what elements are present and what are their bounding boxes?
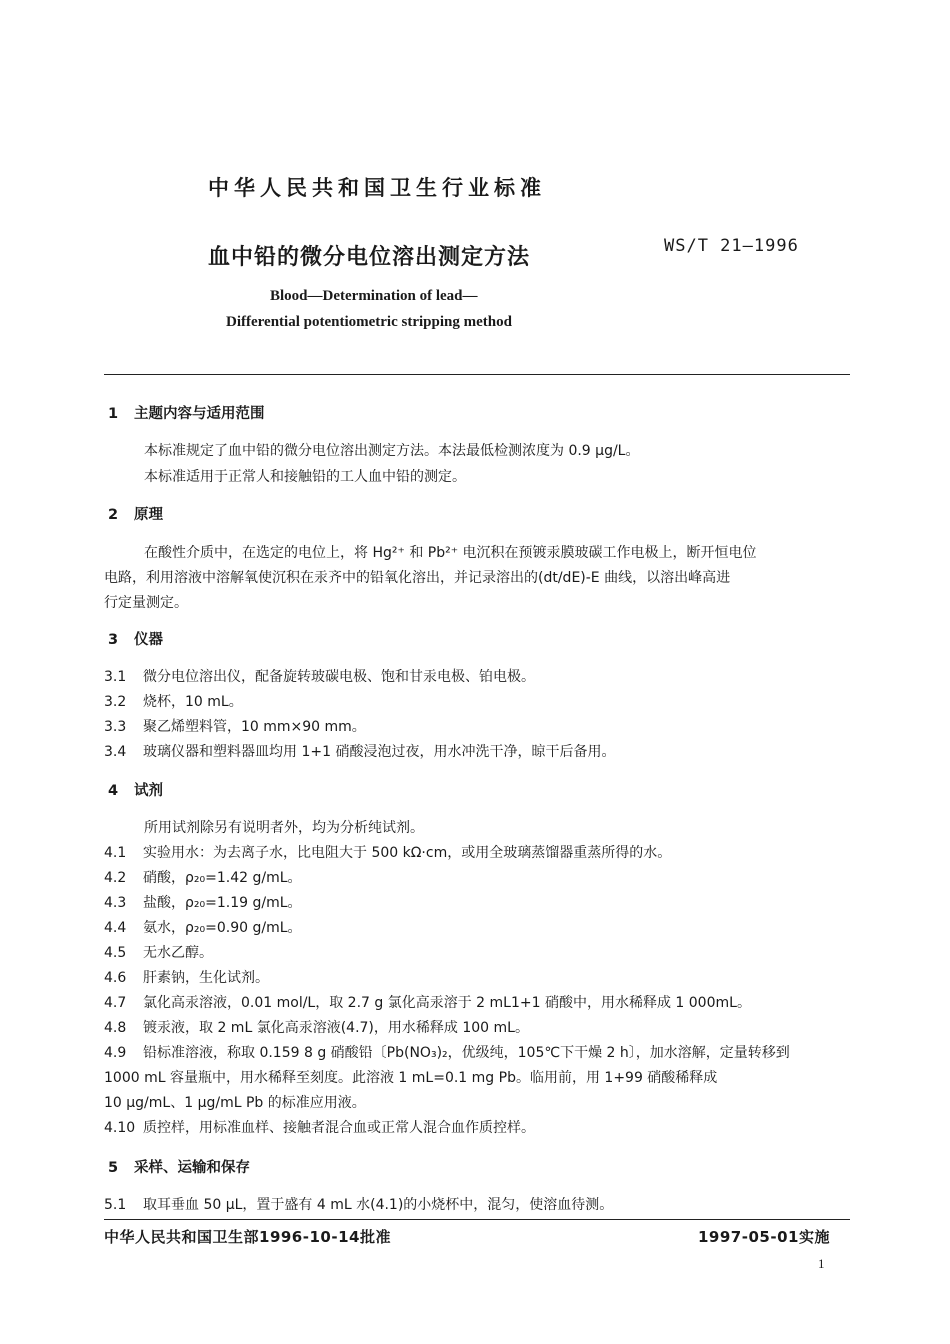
standard-code: WS/T 21—1996 (664, 236, 799, 256)
section-1-paragraph-1: 本标准规定了血中铅的微分电位溶出测定方法。本法最低检测浓度为 0.9 μg/L。 (144, 443, 640, 459)
english-title-line2: Differential potentiometric stripping method (226, 314, 512, 330)
footer-divider (104, 1219, 850, 1220)
english-title-line1: Blood—Determination of lead— (270, 288, 478, 304)
page-number: 1 (818, 1256, 825, 1271)
list-item: 4.10 质控样，用标准血样、接触者混合血或正常人混合血作质控样。 (104, 1120, 535, 1136)
list-item: 3.1 微分电位溶出仪，配备旋转玻碳电极、饱和甘汞电极、铂电极。 (104, 669, 535, 685)
header-divider (104, 374, 850, 375)
list-item: 4.4 氨水，ρ₂₀=0.90 g/mL。 (104, 920, 302, 936)
section-2-line-1: 在酸性介质中，在选定的电位上，将 Hg²⁺ 和 Pb²⁺ 电沉积在预镀汞膜玻碳工作电极上，断开恒电位 (144, 545, 757, 561)
section-5-heading: 5 采样、运输和保存 (108, 1160, 250, 1176)
approval-date: 中华人民共和国卫生部1996-10-14批准 (104, 1228, 391, 1246)
list-item: 3.4 玻璃仪器和塑料器皿均用 1+1 硝酸浸泡过夜，用水冲洗干净，晾干后备用。 (104, 744, 616, 760)
item-4-9-continuation-2: 10 μg/mL、1 μg/mL Pb 的标准应用液。 (104, 1095, 366, 1111)
list-item: 4.5 无水乙醇。 (104, 945, 213, 961)
section-4-heading: 4 试剂 (108, 783, 163, 799)
item-4-9-continuation-1: 1000 mL 容量瓶中，用水稀释至刻度。此溶液 1 mL=0.1 mg Pb。临用前，用 1+99 硝酸稀释成 (104, 1070, 718, 1086)
document-title: 血中铅的微分电位溶出测定方法 (208, 245, 531, 270)
list-item: 4.8 镀汞液，取 2 mL 氯化高汞溶液(4.7)，用水稀释成 100 mL。 (104, 1020, 529, 1036)
section-4-intro: 所用试剂除另有说明者外，均为分析纯试剂。 (144, 820, 424, 836)
section-1-heading: 1 主题内容与适用范围 (108, 406, 265, 422)
list-item: 4.7 氯化高汞溶液，0.01 mol/L，取 2.7 g 氯化高汞溶于 2 mL1+1 硝酸中，用水稀释成 1 000mL。 (104, 995, 751, 1011)
section-2-line-2: 电路，利用溶液中溶解氧使沉积在汞齐中的铅氧化溶出，并记录溶出的(dt/dE)-E 曲线，以溶出峰高进 (104, 570, 731, 586)
section-3-heading: 3 仪器 (108, 632, 163, 648)
implementation-date: 1997-05-01实施 (698, 1228, 830, 1246)
list-item: 5.1 取耳垂血 50 μL，置于盛有 4 mL 水(4.1)的小烧杯中，混匀，使溶血待测。 (104, 1197, 614, 1213)
list-item: 3.3 聚乙烯塑料管，10 mm×90 mm。 (104, 719, 366, 735)
list-item: 4.6 肝素钠，生化试剂。 (104, 970, 269, 986)
list-item: 4.9 铅标准溶液，称取 0.159 8 g 硝酸铅〔Pb(NO₃)₂，优级纯，105℃下干燥 2 h〕，加水溶解，定量转移到 (104, 1045, 790, 1061)
list-item: 4.3 盐酸，ρ₂₀=1.19 g/mL。 (104, 895, 302, 911)
section-2-line-3: 行定量测定。 (104, 595, 188, 611)
list-item: 3.2 烧杯，10 mL。 (104, 694, 243, 710)
section-2-heading: 2 原理 (108, 507, 163, 523)
section-1-paragraph-2: 本标准适用于正常人和接触铅的工人血中铅的测定。 (144, 469, 466, 485)
list-item: 4.2 硝酸，ρ₂₀=1.42 g/mL。 (104, 870, 302, 886)
issuing-authority: 中华人民共和国卫生行业标准 (208, 176, 546, 200)
list-item: 4.1 实验用水：为去离子水，比电阻大于 500 kΩ·cm，或用全玻璃蒸馏器重蒸所得的水。 (104, 845, 672, 861)
